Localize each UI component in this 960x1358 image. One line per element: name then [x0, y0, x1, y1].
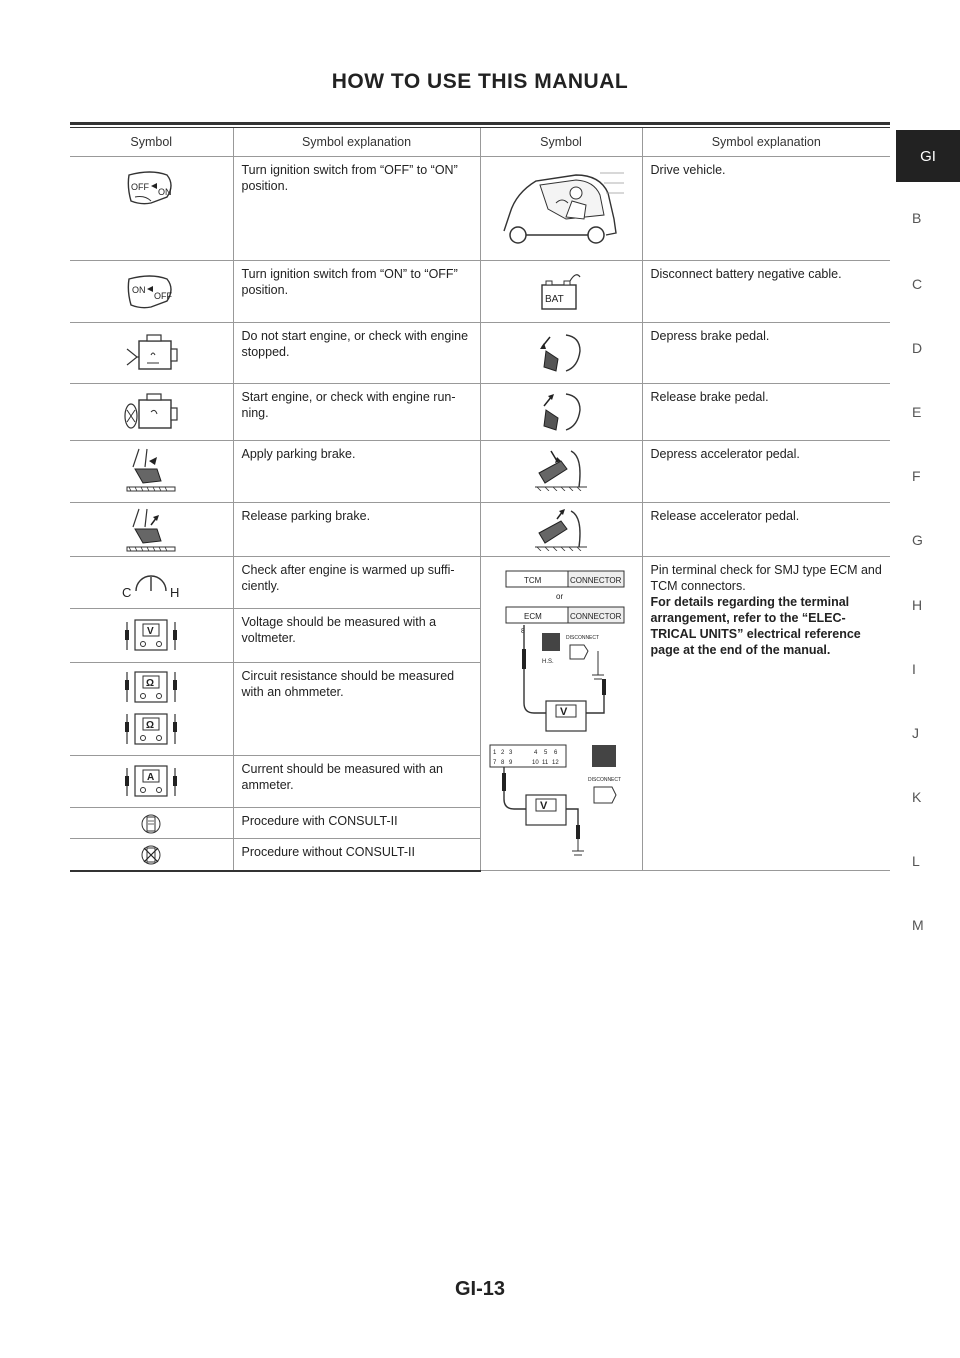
- explanation: Voltage should be measured with a voltmeter.: [233, 609, 480, 663]
- terminal-number: 1: [492, 750, 496, 756]
- pin-check-text: Pin terminal check for SMJ type ECM and TCM connectors.: [650, 563, 882, 593]
- ammeter-icon: [121, 762, 181, 802]
- off-label: OFF: [131, 182, 150, 192]
- terminal-number: 6: [553, 750, 557, 756]
- pin-check-note: For details regarding the terminal arrangement, refer to the “ELEC-TRICAL UNITS” electrical reference page at the end of the manual.: [650, 595, 861, 657]
- release-brake-pedal-icon: [536, 390, 586, 434]
- connector-label: CONNECTOR: [569, 576, 621, 585]
- terminal-number: 8: [500, 760, 504, 766]
- c-label: C: [122, 585, 132, 600]
- side-nav-letter[interactable]: H: [912, 597, 923, 613]
- table-row: [70, 441, 890, 503]
- explanation: Disconnect battery negative cable.: [642, 261, 890, 323]
- engine-stopped-icon: [121, 331, 181, 375]
- disconnect-label: DISCONNECT: [587, 777, 621, 783]
- or-label: or: [555, 592, 563, 601]
- explanation: Procedure with CONSULT-II: [233, 808, 480, 839]
- side-nav-letter[interactable]: L: [912, 853, 920, 869]
- off-label: OFF: [154, 291, 173, 301]
- terminal-number: 2: [500, 750, 504, 756]
- header-rule: [70, 122, 890, 125]
- col-header-explanation: Symbol explanation: [233, 128, 480, 157]
- side-tab-active[interactable]: GI: [896, 130, 960, 182]
- explanation: Release accelerator pedal.: [642, 503, 890, 557]
- tcm-label: TCM: [523, 576, 541, 585]
- terminal-number: 7: [492, 760, 496, 766]
- explanation: Release brake pedal.: [642, 384, 890, 441]
- h-label: H: [170, 585, 180, 600]
- v-label: V: [539, 800, 547, 812]
- side-nav-letter[interactable]: E: [912, 404, 922, 420]
- explanation: Current should be measured with an ammeter.: [233, 756, 480, 808]
- page-title: HOW TO USE THIS MANUAL: [331, 70, 629, 93]
- explanation: Circuit resistance should be measured with an ohmmeter.: [233, 663, 480, 756]
- explanation: Turn ignition switch from “OFF” to “ON” position.: [233, 157, 480, 261]
- connector-label: CONNECTOR: [569, 612, 621, 621]
- table-row: [70, 323, 890, 384]
- bat-label: BAT: [545, 294, 564, 305]
- explanation: Start engine, or check with engine run-ning.: [233, 384, 480, 441]
- table-row: [70, 157, 890, 261]
- side-nav-letter[interactable]: I: [912, 661, 916, 677]
- col-header-symbol-2: Symbol: [480, 128, 642, 157]
- ohm-label: Ω: [146, 678, 155, 689]
- table-row: [70, 384, 890, 441]
- on-label: ON: [158, 187, 172, 197]
- consult-ii-icon: [139, 812, 163, 836]
- explanation: Apply parking brake.: [233, 441, 480, 503]
- explanation: Turn ignition switch from “ON” to “OFF” position.: [233, 261, 480, 323]
- no-consult-ii-icon: [139, 843, 163, 867]
- terminal-number: 11: [541, 760, 548, 766]
- side-nav-letter[interactable]: J: [912, 725, 919, 741]
- side-nav-letter[interactable]: C: [912, 276, 923, 292]
- ignition-off-to-on-icon: [121, 167, 181, 207]
- table-row: [70, 261, 890, 323]
- v-label: V: [559, 706, 567, 718]
- ecm-label: ECM: [523, 612, 542, 621]
- terminal-number: 9: [508, 760, 512, 766]
- terminal-number: 5: [543, 750, 547, 756]
- ohmmeter-icon: [121, 668, 181, 750]
- explanation: Release parking brake.: [233, 503, 480, 557]
- explanation: Check after engine is warmed up suffi-ciently.: [233, 557, 480, 609]
- on-label: ON: [132, 285, 146, 295]
- release-parking-brake-icon: [121, 507, 181, 555]
- a-label: A: [147, 772, 155, 783]
- side-nav-letter[interactable]: K: [912, 789, 922, 805]
- explanation: Drive vehicle.: [642, 157, 890, 261]
- terminal-number: 10: [531, 760, 539, 766]
- engine-running-icon: [121, 390, 181, 434]
- col-header-symbol: Symbol: [70, 128, 233, 157]
- ignition-on-to-off-icon: [121, 271, 181, 311]
- terminal-number: 12: [551, 760, 559, 766]
- side-nav-letter[interactable]: D: [912, 340, 923, 356]
- v-label: V: [147, 626, 154, 637]
- explanation: Depress brake pedal.: [642, 323, 890, 384]
- battery-disconnect-icon: [536, 269, 586, 315]
- drive-vehicle-icon: [496, 163, 626, 253]
- side-nav-letter[interactable]: F: [912, 468, 921, 484]
- page-number: GI-13: [454, 1278, 506, 1300]
- side-nav-letter[interactable]: B: [912, 210, 922, 226]
- explanation: Procedure without CONSULT-II: [233, 839, 480, 871]
- terminal-number: 3: [508, 750, 512, 756]
- pin-label: 8: [520, 628, 525, 635]
- explanation: Do not start engine, or check with engine stopped.: [233, 323, 480, 384]
- depress-accelerator-icon: [531, 447, 591, 491]
- voltmeter-icon: [121, 616, 181, 656]
- ohm-label: Ω: [146, 720, 155, 731]
- hs-label: H.S.: [541, 659, 554, 665]
- side-nav-letter[interactable]: M: [912, 917, 924, 933]
- terminal-number: 4: [533, 750, 537, 756]
- explanation: Depress accelerator pedal.: [642, 441, 890, 503]
- release-accelerator-icon: [531, 507, 591, 551]
- engine-temp-gauge-icon: [116, 565, 186, 601]
- side-nav-letter[interactable]: G: [912, 532, 923, 548]
- apply-parking-brake-icon: [121, 447, 181, 495]
- table-row: [70, 503, 890, 557]
- col-header-explanation-2: Symbol explanation: [642, 128, 890, 157]
- symbol-table: [70, 128, 890, 872]
- table-row: [70, 557, 890, 609]
- pin-terminal-check-diagram: [484, 563, 639, 863]
- depress-brake-pedal-icon: [536, 331, 586, 375]
- disconnect-label: DISCONNECT: [565, 635, 599, 641]
